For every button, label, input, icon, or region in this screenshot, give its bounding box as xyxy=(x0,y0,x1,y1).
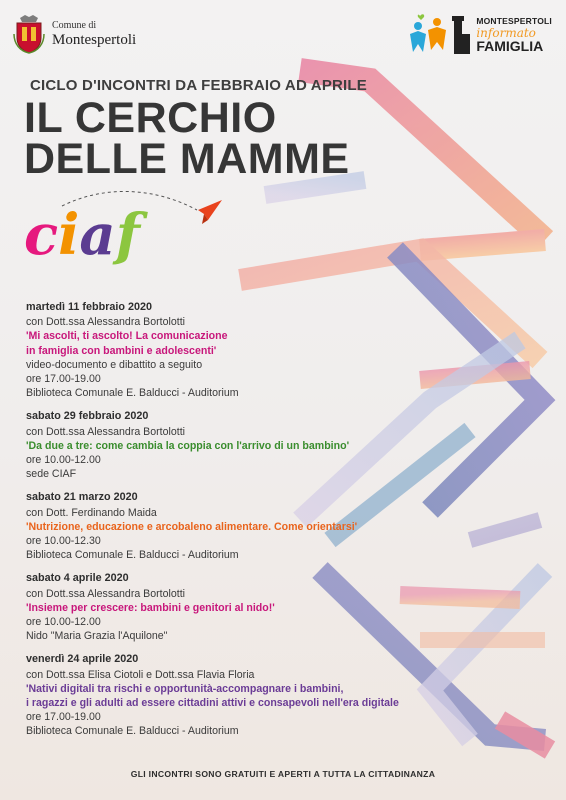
event-place: Biblioteca Comunale E. Balducci - Auditorium xyxy=(26,387,239,400)
brand-top: MONTESPERTOLI xyxy=(476,16,552,27)
ciaf-wordmark: ciaf xyxy=(24,202,140,268)
ribbon-lilac-mid xyxy=(470,520,540,540)
subtitle: CICLO D'INCONTRI DA FEBBRAIO AD APRILE xyxy=(30,77,367,94)
event-date: sabato 21 marzo 2020 xyxy=(26,491,138,504)
page-title xyxy=(24,94,350,183)
event-date: sabato 29 febbraio 2020 xyxy=(26,410,149,423)
comune-name: Montespertoli xyxy=(52,31,137,48)
municipal-crest-icon xyxy=(12,14,46,54)
event-item xyxy=(26,490,386,562)
event-time: ore 17.00-19.00 xyxy=(26,711,101,724)
event-speaker: con Dott.ssa Alessandra Bortolotti xyxy=(26,425,185,438)
event-place: Nido "Maria Grazia l'Aquilone" xyxy=(26,630,168,643)
family-icon xyxy=(406,12,474,58)
paper-plane-icon xyxy=(198,200,222,220)
ribbon-pink-lower xyxy=(400,595,520,600)
ribbon-peach-upper xyxy=(420,240,545,250)
ciaf-logo xyxy=(22,188,232,278)
event-speaker: con Dott.ssa Alessandra Bortolotti xyxy=(26,316,185,329)
event-speaker: con Dott. Ferdinando Maida xyxy=(26,506,157,519)
event-topic-line: 'Nutrizione, educazione e arcobaleno alimentare. Come orientarsi' xyxy=(26,520,358,533)
event-topic-line: in famiglia con bambini e adolescenti' xyxy=(26,344,217,357)
event-time: ore 17.00-19.00 xyxy=(26,373,101,386)
event-date: sabato 4 aprile 2020 xyxy=(26,572,129,585)
event-item xyxy=(26,571,386,643)
footer-note: GLI INCONTRI SONO GRATUITI E APERTI A TUTTA LA CITTADINANZA xyxy=(130,769,436,779)
events-list xyxy=(26,300,399,748)
event-item xyxy=(26,300,386,400)
event-speaker: con Dott.ssa Alessandra Bortolotti xyxy=(26,587,185,600)
event-topic-line: 'Da due a tre: come cambia la coppia con l'arrivo di un bambino' xyxy=(26,439,350,452)
event-time: ore 10.00-12.00 xyxy=(26,454,101,467)
event-date: venerdì 24 aprile 2020 xyxy=(26,653,139,666)
event-topic-line: 'Mi ascolti, ti ascolto! La comunicazione xyxy=(26,330,228,343)
title-line-2: DELLE MAMME xyxy=(24,135,350,183)
event-topic-line: i ragazzi e gli adulti ad essere cittadini attivi e consapevoli nell'era digitale xyxy=(26,697,399,710)
event-item xyxy=(26,409,386,481)
event-place: Biblioteca Comunale E. Balducci - Auditorium xyxy=(26,725,239,738)
brand-middle: informato xyxy=(476,25,536,40)
event-topic-line: 'Insieme per crescere: bambini e genitori al nido!' xyxy=(26,601,275,614)
event-speaker: con Dott.ssa Elisa Ciotoli e Dott.ssa Flavia Floria xyxy=(26,668,255,681)
event-time: ore 10.00-12.30 xyxy=(26,535,101,548)
event-time: ore 10.00-12.00 xyxy=(26,616,101,629)
comune-di-label: Comune di xyxy=(52,19,97,31)
event-place: Biblioteca Comunale E. Balducci - Auditorium xyxy=(26,549,239,562)
event-date: martedì 11 febbraio 2020 xyxy=(26,301,153,313)
event-topic-line: 'Nativi digitali tra rischi e opportunità-accompagnare i bambini, xyxy=(26,682,344,695)
informato-famiglia-logo xyxy=(406,12,552,58)
event-item xyxy=(26,652,399,738)
event-place: sede CIAF xyxy=(26,468,77,481)
comune-header xyxy=(12,14,136,54)
title-line-1: IL CERCHIO xyxy=(24,94,277,142)
event-extra: video-documento e dibattito a seguito xyxy=(26,358,203,371)
brand-bottom: FAMIGLIA xyxy=(476,37,544,54)
